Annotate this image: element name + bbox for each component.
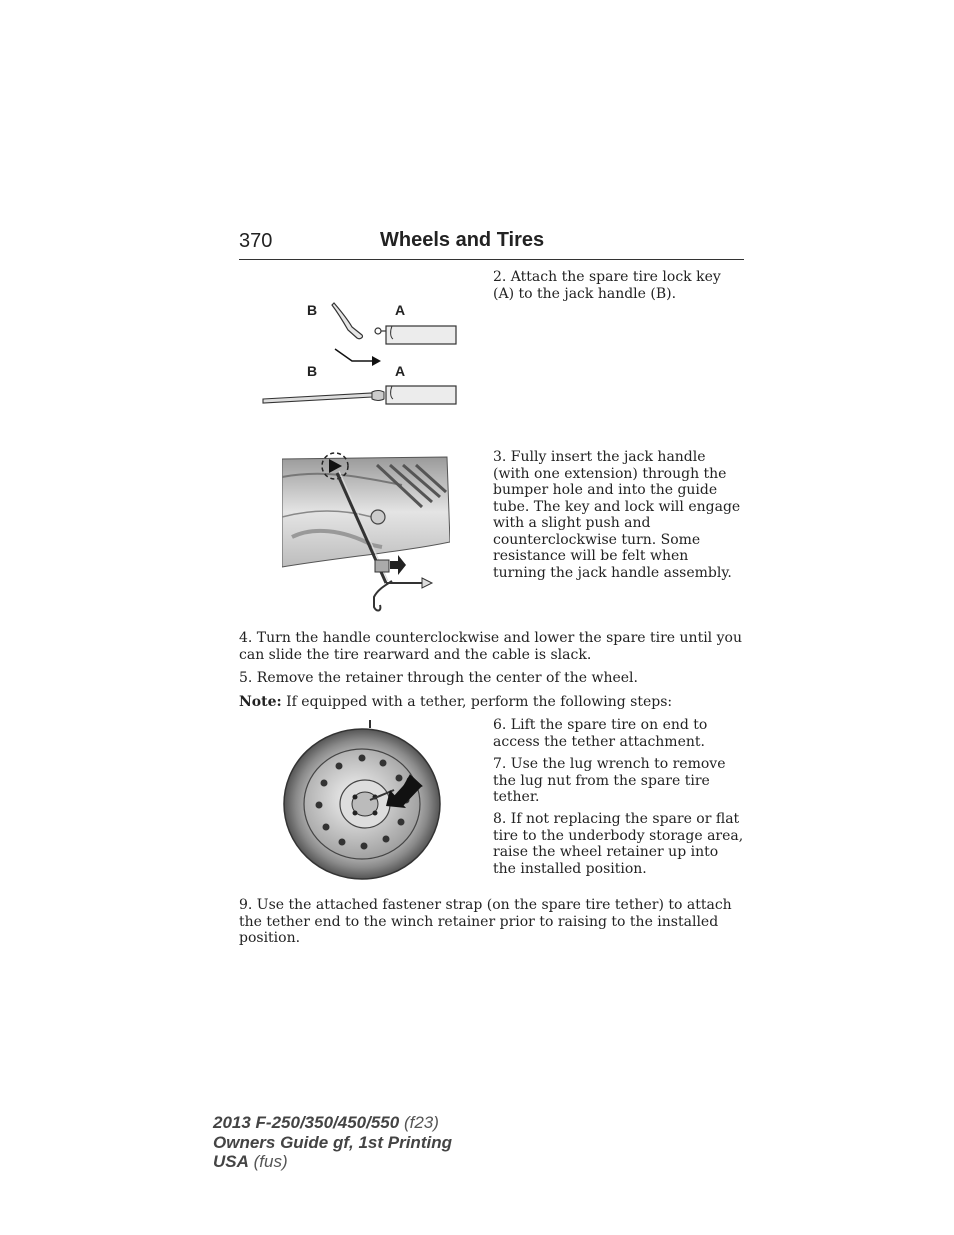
- step-4-text: 4. Turn the handle counterclockwise and lower the spare tire until you can slide the tire rearward and the cable is slack.: [239, 630, 742, 663]
- footer-region: USA: [213, 1152, 249, 1171]
- step-6-text: 6. Lift the spare tire on end to access the tether attachment.: [493, 717, 708, 750]
- rotate-arrow-icon: [390, 555, 406, 575]
- step-5-text: 5. Remove the retainer through the center of the wheel.: [239, 670, 638, 686]
- label-a-top: A: [395, 302, 406, 318]
- step-3-text: 3. Fully insert the jack handle (with one extension) through the bumper hole and into the guide tube. The key and lock will engage with a slight push and counterclockwise turn. Some resistance will be felt when turning the jack handle assembly.: [493, 449, 741, 581]
- page-number: 370: [239, 230, 273, 252]
- arrow-icon: [372, 356, 381, 366]
- label-a-bottom: A: [395, 363, 406, 379]
- step-9-text: 9. Use the attached fastener strap (on the spare tire tether) to attach the tether end to the winch retainer prior to raising to the installed position.: [239, 897, 732, 946]
- figure-jack-handle-bumper: [282, 447, 450, 615]
- figure-lock-key-jack-handle: [260, 295, 460, 410]
- step-8-text: 8. If not replacing the spare or flat tire to the underbody storage area, raise the wheel retainer up into the installed position.: [493, 811, 744, 877]
- footer-model-code: (f23): [399, 1113, 439, 1132]
- footer-region-code: (fus): [248, 1152, 288, 1171]
- label-b-top: B: [307, 302, 318, 318]
- note-label: Note:: [239, 694, 282, 710]
- label-b-bottom: B: [307, 363, 318, 379]
- lock-key-icon: [332, 303, 363, 339]
- page-footer: [213, 1113, 452, 1172]
- footer-model: 2013 F-250/350/450/550: [213, 1113, 400, 1132]
- step-7-text: 7. Use the lug wrench to remove the lug nut from the spare tire tether.: [493, 756, 726, 805]
- note-text: If equipped with a tether, perform the following steps:: [281, 694, 673, 710]
- footer-printing: Owners Guide gf, 1st Printing: [213, 1132, 452, 1152]
- jack-handle-end-icon: [386, 326, 456, 344]
- section-title: Wheels and Tires: [380, 229, 545, 251]
- page-header: [239, 229, 744, 260]
- note-paragraph: [239, 694, 744, 711]
- figure-spare-tire-tether: [282, 718, 444, 880]
- step-2-text: 2. Attach the spare tire lock key (A) to the jack handle (B).: [493, 269, 721, 302]
- jack-handle-assembled-icon: [386, 386, 456, 404]
